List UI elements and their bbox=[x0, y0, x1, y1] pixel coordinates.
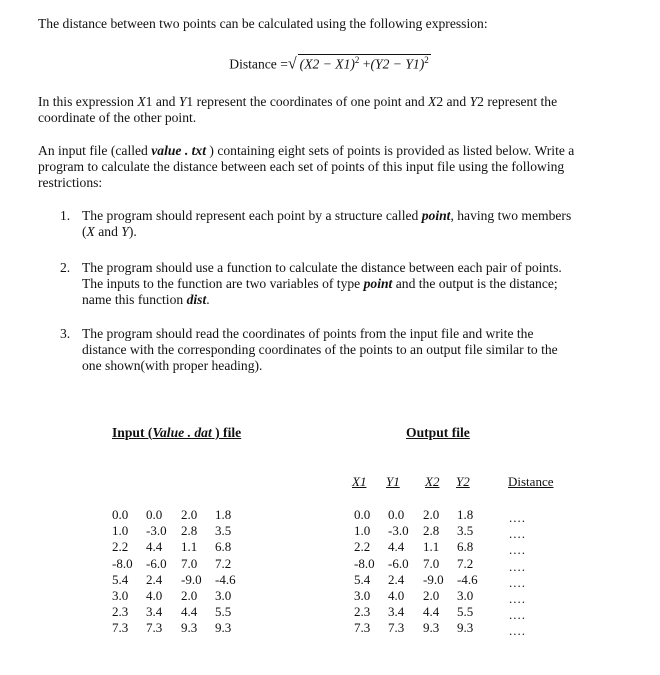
distance-placeholder: .... bbox=[509, 510, 526, 525]
coordinates-paragraph: In this expression X1 and Y1 represent the coordinates of one point and X2 and Y2 represent the coordinate of the other point. bbox=[38, 94, 558, 125]
input-data-cell: 3.0 bbox=[215, 588, 232, 604]
output-data-cell: 4.4 bbox=[423, 604, 440, 620]
output-data-cell: 7.3 bbox=[388, 620, 405, 636]
output-data-row bbox=[354, 620, 491, 636]
input-data-row bbox=[112, 588, 249, 604]
intro-text: The distance between two points can be calculated using the following expression: bbox=[38, 16, 488, 31]
output-data-cell: 7.2 bbox=[457, 555, 474, 571]
input-data-cell: 0.0 bbox=[112, 507, 129, 522]
input-data-cell: 0.0 bbox=[146, 507, 163, 522]
input-data-cell: 6.8 bbox=[215, 539, 232, 555]
output-data-cell: -3.0 bbox=[388, 523, 409, 539]
output-data-row bbox=[354, 507, 491, 523]
output-file-heading: Output file bbox=[406, 425, 470, 440]
input-filename: value . txt bbox=[151, 143, 206, 158]
input-data-grid bbox=[112, 507, 249, 637]
output-data-cell: 2.4 bbox=[388, 571, 405, 587]
formula-term1: (X2 − X1) bbox=[299, 56, 355, 72]
input-data-row bbox=[112, 539, 249, 555]
col-y1: Y1 bbox=[386, 474, 400, 489]
formula-lhs: Distance bbox=[229, 56, 277, 72]
col-x1: X1 bbox=[352, 474, 367, 489]
output-data-cell: 4.4 bbox=[388, 539, 405, 555]
output-data-cell: -9.0 bbox=[423, 571, 444, 587]
input-data-cell: 9.3 bbox=[215, 620, 232, 636]
output-data-cell: 7.0 bbox=[423, 555, 440, 571]
output-data-cell: 5.5 bbox=[457, 604, 474, 620]
input-data-cell: 4.4 bbox=[181, 604, 198, 620]
input-data-cell: 5.5 bbox=[215, 604, 232, 620]
restriction-item-2: 2. The program should use a function to calculate the distance between each pair of points. The inputs to the function are two variables of type point and the output is the distance; name this function dist. bbox=[60, 260, 562, 307]
output-data-row bbox=[354, 604, 491, 620]
output-data-cell: 3.5 bbox=[457, 523, 474, 539]
output-data-row bbox=[354, 572, 491, 588]
restriction-item-1: 1. The program should represent each point by a structure called point, having two members (X and Y). bbox=[60, 208, 572, 239]
output-data-cell: 4.0 bbox=[388, 588, 405, 604]
input-data-cell: 4.0 bbox=[146, 588, 163, 604]
input-data-cell: 2.2 bbox=[112, 539, 129, 555]
output-data-row bbox=[354, 556, 491, 572]
output-data-cell: -6.0 bbox=[388, 555, 409, 571]
distance-placeholder: .... bbox=[509, 623, 526, 639]
input-data-cell: 4.4 bbox=[146, 539, 163, 555]
input-data-cell: 7.0 bbox=[181, 555, 198, 571]
restriction-item-3: 3. The program should read the coordinates of points from the input file and write the distance with the corresponding coordinates of the points to an output file similar to the one shown(with proper heading). bbox=[60, 326, 558, 373]
input-data-row bbox=[112, 604, 249, 620]
input-data-cell: -9.0 bbox=[181, 571, 202, 587]
output-data-cell: 7.3 bbox=[354, 620, 371, 636]
input-data-cell: -3.0 bbox=[146, 523, 167, 539]
input-data-cell: 7.2 bbox=[215, 555, 232, 571]
output-data-cell: 2.2 bbox=[354, 539, 371, 555]
formula-square2: 2 bbox=[424, 55, 429, 65]
input-data-cell: 3.5 bbox=[215, 523, 232, 539]
output-data-cell: 9.3 bbox=[423, 620, 440, 636]
input-data-cell: 9.3 bbox=[181, 620, 198, 636]
input-data-cell: 7.3 bbox=[112, 620, 129, 636]
input-data-cell: -4.6 bbox=[215, 571, 236, 587]
output-data-cell: 1.0 bbox=[354, 523, 371, 539]
input-data-cell: 1.1 bbox=[181, 539, 198, 555]
distance-placeholder: .... bbox=[509, 591, 526, 607]
output-data-cell: 6.8 bbox=[457, 539, 474, 555]
input-data-cell: 2.0 bbox=[181, 588, 198, 604]
input-file-paragraph: An input file (called value . txt ) containing eight sets of points is provided as listed below. Write a program to calculate the distance between each set of points of this input file using the following restrictions: bbox=[38, 143, 575, 190]
input-data-cell: 2.3 bbox=[112, 604, 129, 620]
input-data-cell: 1.0 bbox=[112, 523, 129, 539]
output-data-cell: 2.3 bbox=[354, 604, 371, 620]
formula-radicand bbox=[298, 54, 431, 73]
sqrt-symbol: √ bbox=[287, 55, 297, 73]
formula-plus: + bbox=[362, 56, 371, 72]
distance-placeholder: .... bbox=[509, 574, 526, 590]
output-data-cell: 9.3 bbox=[457, 620, 474, 636]
input-data-cell: 2.0 bbox=[181, 507, 198, 522]
input-data-cell: 2.8 bbox=[181, 523, 198, 539]
output-data-cell: 3.0 bbox=[354, 588, 371, 604]
output-data-cell: 1.8 bbox=[457, 507, 474, 522]
output-data-row bbox=[354, 588, 491, 604]
distance-formula bbox=[0, 54, 660, 74]
input-data-row bbox=[112, 507, 249, 523]
distance-placeholder: .... bbox=[509, 558, 526, 574]
distance-placeholder: .... bbox=[509, 607, 526, 623]
output-data-row bbox=[354, 539, 491, 555]
output-data-cell: 2.8 bbox=[423, 523, 440, 539]
output-data-cell: 0.0 bbox=[388, 507, 405, 522]
output-data-cell: 2.0 bbox=[423, 507, 440, 522]
col-distance: Distance bbox=[508, 474, 554, 489]
output-data-cell: 3.0 bbox=[457, 588, 474, 604]
input-data-row bbox=[112, 572, 249, 588]
output-data-row bbox=[354, 523, 491, 539]
distance-placeholder: .... bbox=[509, 526, 526, 542]
distance-placeholder: .... bbox=[509, 542, 526, 558]
output-data-cell: 1.1 bbox=[423, 539, 440, 555]
input-data-cell: 3.4 bbox=[146, 604, 163, 620]
input-data-cell: 7.3 bbox=[146, 620, 163, 636]
input-data-cell: 2.4 bbox=[146, 571, 163, 587]
formula-equals: = bbox=[280, 56, 288, 72]
input-data-row bbox=[112, 556, 249, 572]
output-data-cell: 2.0 bbox=[423, 588, 440, 604]
output-data-cell: -4.6 bbox=[457, 571, 478, 587]
input-data-cell: 3.0 bbox=[112, 588, 129, 604]
col-y2: Y2 bbox=[456, 474, 470, 489]
input-data-cell: 5.4 bbox=[112, 571, 129, 587]
input-data-cell: 1.8 bbox=[215, 507, 232, 522]
formula-square1: 2 bbox=[354, 55, 360, 65]
input-data-row bbox=[112, 620, 249, 636]
distance-column bbox=[509, 510, 526, 640]
output-data-cell: -8.0 bbox=[354, 555, 375, 571]
col-x2: X2 bbox=[425, 474, 440, 489]
input-file-heading: Input (Value . dat ) file bbox=[112, 425, 242, 440]
formula-term2: (Y2 − Y1) bbox=[370, 56, 425, 72]
input-data-row bbox=[112, 523, 249, 539]
output-data-cell: 5.4 bbox=[354, 571, 371, 587]
output-data-cell: 3.4 bbox=[388, 604, 405, 620]
output-data-cell: 0.0 bbox=[354, 507, 371, 522]
output-data-grid bbox=[354, 507, 491, 637]
input-data-cell: -6.0 bbox=[146, 555, 167, 571]
input-data-cell: -8.0 bbox=[112, 555, 133, 571]
